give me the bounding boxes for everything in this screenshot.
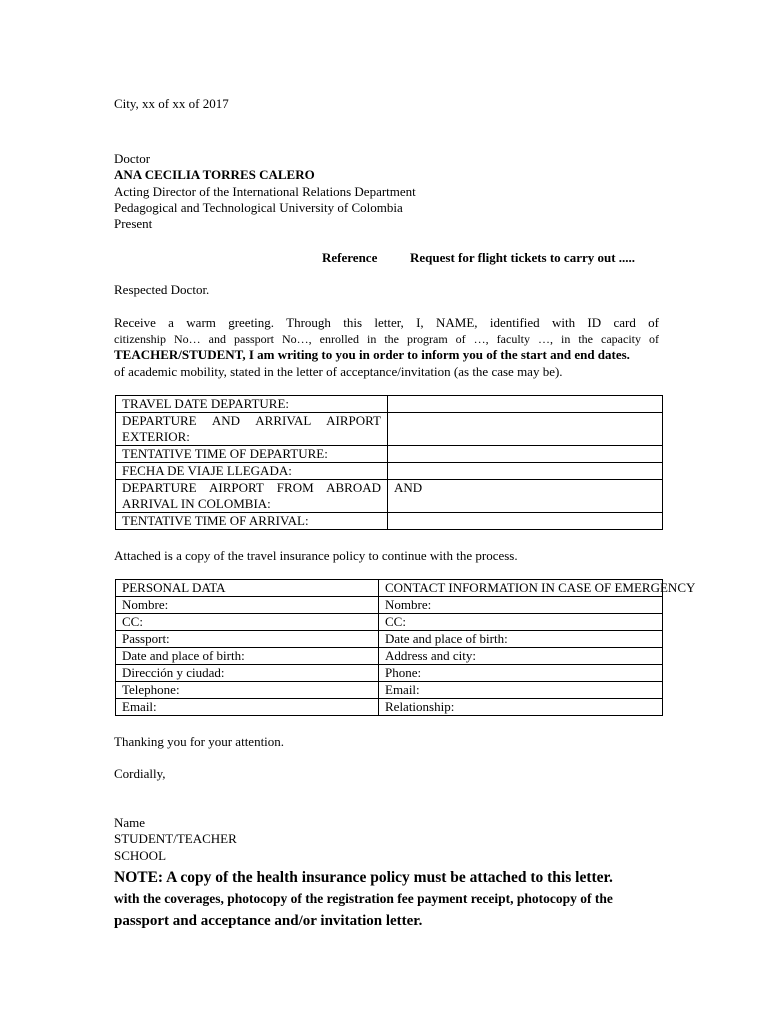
travel-value-cell	[388, 413, 663, 446]
emergency-field: Address and city:	[385, 648, 476, 663]
recipient-institution: Pedagogical and Technological University of Colombia	[114, 200, 403, 215]
table-row	[116, 597, 663, 614]
travel-value-cell	[388, 480, 663, 513]
table-cell	[116, 699, 379, 716]
table-row	[116, 665, 663, 682]
emergency-field: Phone:	[385, 665, 422, 680]
table-cell	[116, 614, 379, 631]
travel-label-cell	[116, 396, 388, 413]
emergency-field: Date and place of birth:	[385, 631, 508, 646]
recipient-present: Present	[114, 216, 153, 231]
body-line-2: citizenship No… and passport No…, enrolled in the program of …, faculty …, in the capacity of	[114, 332, 659, 346]
travel-label-cell	[116, 463, 388, 480]
table-cell	[116, 631, 379, 648]
travel-value-cell	[388, 446, 663, 463]
note-line-2: with the coverages, photocopy of the registration fee payment receipt, photocopy of the	[114, 891, 613, 906]
table-row	[116, 682, 663, 699]
table-cell	[379, 648, 663, 665]
closing-line: Cordially,	[114, 766, 166, 781]
travel-label-cell	[116, 513, 388, 530]
header-cell	[116, 580, 379, 597]
table-cell	[116, 665, 379, 682]
travel-value-cell	[388, 513, 663, 530]
reference-label: Reference	[322, 250, 378, 265]
insurance-note: Attached is a copy of the travel insurance policy to continue with the process.	[114, 548, 518, 563]
emergency-field: Nombre:	[385, 597, 432, 612]
travel-label: TENTATIVE TIME OF ARRIVAL:	[122, 513, 309, 528]
place-date: City, xx of xx of 2017	[114, 96, 229, 111]
travel-label: TRAVEL DATE DEPARTURE:	[122, 396, 290, 411]
travel-value: AND	[394, 480, 423, 495]
personal-field: Dirección y ciudad:	[122, 665, 225, 680]
table-cell	[379, 614, 663, 631]
personal-data-header: PERSONAL DATA	[122, 580, 226, 595]
travel-label: TENTATIVE TIME OF DEPARTURE:	[122, 446, 328, 461]
note-line-1: NOTE: A copy of the health insurance policy must be attached to this letter.	[114, 869, 613, 886]
personal-data-table	[115, 579, 696, 716]
travel-row	[116, 480, 663, 513]
signature-role: STUDENT/TEACHER	[114, 831, 237, 846]
table-row	[116, 614, 663, 631]
table-cell	[379, 699, 663, 716]
recipient-name: ANA CECILIA TORRES CALERO	[114, 167, 315, 182]
table-row	[116, 699, 663, 716]
note-line-3: passport and acceptance and/or invitation letter.	[114, 913, 423, 929]
travel-row	[116, 446, 663, 463]
travel-label-cell	[116, 446, 388, 463]
table-cell	[116, 648, 379, 665]
table-cell	[116, 682, 379, 699]
table-cell	[379, 631, 663, 648]
table-cell	[379, 682, 663, 699]
table-row	[116, 648, 663, 665]
emergency-field: Relationship:	[385, 699, 455, 714]
table-cell	[379, 597, 663, 614]
travel-table	[115, 395, 663, 530]
personal-field: CC:	[122, 614, 143, 629]
travel-label-cont: ARRIVAL IN COLOMBIA:	[122, 496, 271, 511]
thanks-line: Thanking you for your attention.	[114, 734, 285, 749]
emergency-contact-header: CONTACT INFORMATION IN CASE OF EMERGENCY	[385, 580, 696, 595]
recipient-position: Acting Director of the International Relations Department	[114, 184, 416, 199]
header-cell	[379, 580, 696, 597]
salutation: Respected Doctor.	[114, 282, 210, 297]
recipient-title: Doctor	[114, 151, 151, 166]
personal-field: Passport:	[122, 631, 170, 646]
travel-row	[116, 413, 663, 446]
body-line-4: of academic mobility, stated in the letter of acceptance/invitation (as the case may be).	[114, 364, 563, 379]
personal-field: Email:	[122, 699, 157, 714]
travel-label-cont: EXTERIOR:	[122, 429, 190, 444]
body-line-1: Receive a warm greeting. Through this letter, I, NAME, identified with ID card of	[114, 315, 659, 330]
signature-school: SCHOOL	[114, 848, 167, 863]
travel-label-cell	[116, 413, 388, 446]
travel-row	[116, 463, 663, 480]
reference-text: Request for flight tickets to carry out .....	[410, 250, 636, 265]
emergency-field: Email:	[385, 682, 420, 697]
table-cell	[379, 665, 663, 682]
travel-label: FECHA DE VIAJE LLEGADA:	[122, 463, 292, 478]
table-header-row	[116, 580, 663, 597]
travel-label: DEPARTURE AIRPORT FROM ABROAD	[122, 480, 381, 495]
personal-field: Date and place of birth:	[122, 648, 245, 663]
body-line-3: TEACHER/STUDENT, I am writing to you in order to inform you of the start and end dates.	[114, 347, 630, 362]
signature-name: Name	[114, 815, 146, 830]
personal-field: Telephone:	[122, 682, 180, 697]
travel-row	[116, 396, 663, 413]
travel-value-cell	[388, 463, 663, 480]
travel-row	[116, 513, 663, 530]
travel-label-cell	[116, 480, 388, 513]
personal-field: Nombre:	[122, 597, 169, 612]
table-cell	[116, 597, 379, 614]
travel-value-cell	[388, 396, 663, 413]
emergency-field: CC:	[385, 614, 406, 629]
table-row	[116, 631, 663, 648]
travel-label: DEPARTURE AND ARRIVAL AIRPORT	[122, 413, 381, 428]
